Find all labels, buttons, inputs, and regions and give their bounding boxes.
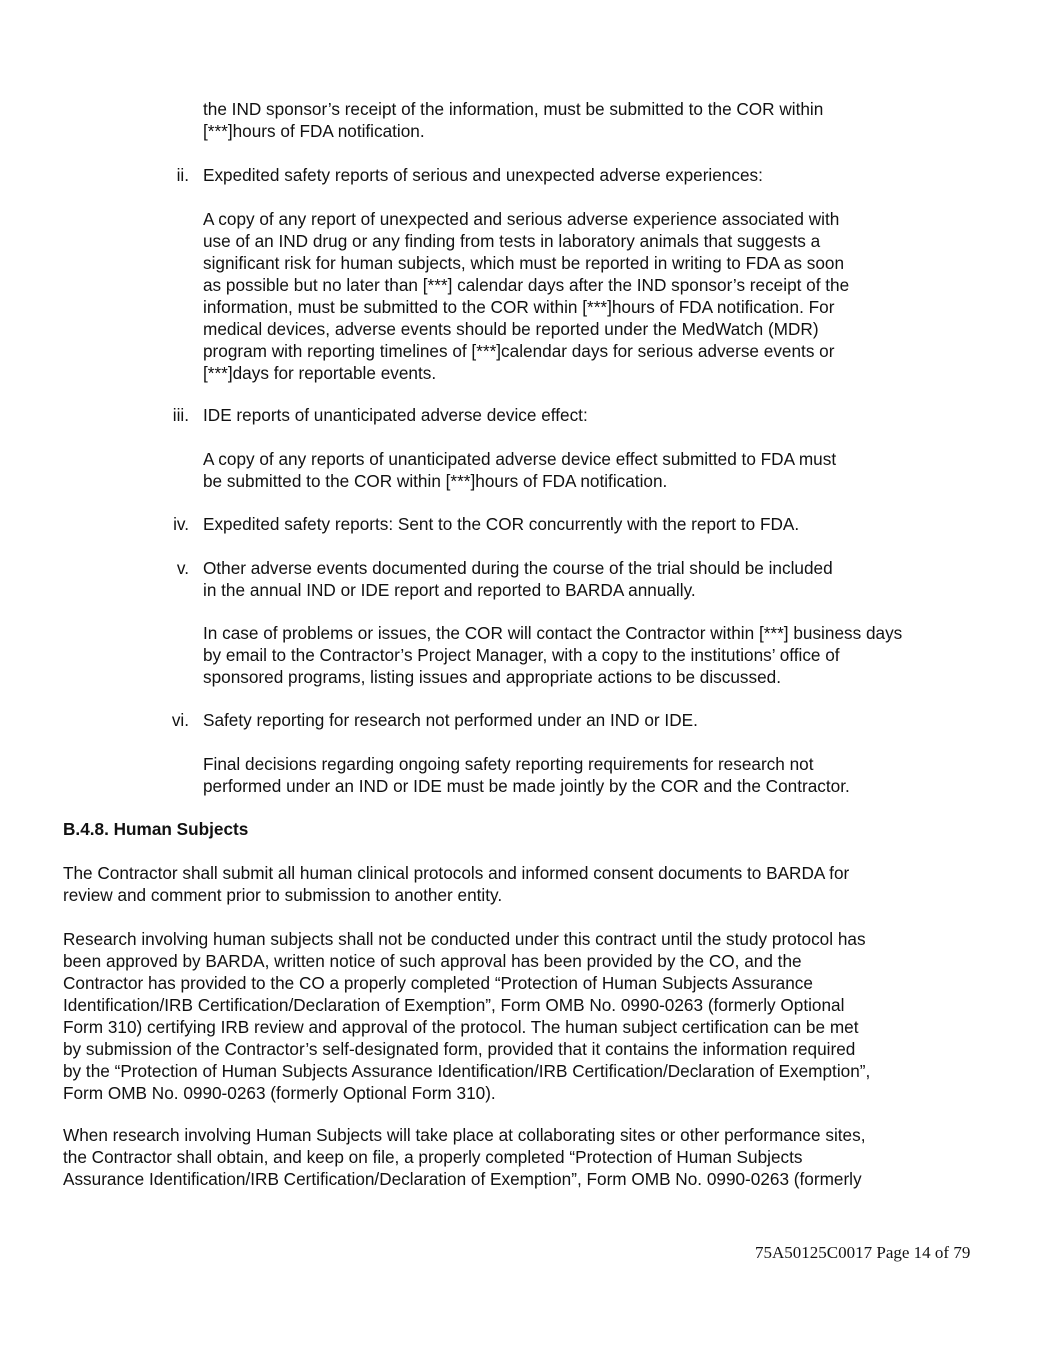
list-item-title (203, 404, 588, 426)
text-line: Contractor has provided to the CO a properly completed “Protection of Human Subjects Assurance (63, 973, 813, 993)
list-numeral: iv. (173, 514, 189, 534)
list-item-title (203, 557, 833, 601)
text-line: use of an IND drug or any finding from tests in laboratory animals that suggests a (203, 231, 821, 251)
text-line: as possible but no later than [***] calendar days after the IND sponsor’s receipt of the (203, 275, 850, 295)
text-line: Expedited safety reports of serious and unexpected adverse experiences: (203, 165, 763, 185)
text-line: by submission of the Contractor’s self-designated form, provided that it contains the information required (63, 1039, 856, 1059)
text-line: A copy of any report of unexpected and serious adverse experience associated with (203, 209, 840, 229)
text-line: sponsored programs, listing issues and appropriate actions to be discussed. (203, 667, 782, 687)
list-item-paragraph (203, 622, 902, 688)
text-line: performed under an IND or IDE must be made jointly by the COR and the Contractor. (203, 776, 850, 796)
list-item-paragraph (203, 448, 836, 492)
text-line: Safety reporting for research not performed under an IND or IDE. (203, 710, 698, 730)
text-line: In case of problems or issues, the COR will contact the Contractor within [***] business days (203, 623, 903, 643)
continuation-paragraph (203, 98, 823, 142)
text-line: The Contractor shall submit all human clinical protocols and informed consent documents to BARDA for (63, 863, 850, 883)
text-line: [***]hours of FDA notification. (203, 121, 425, 141)
text-line: A copy of any reports of unanticipated adverse device effect submitted to FDA must (203, 449, 837, 469)
text-line: significant risk for human subjects, which must be reported in writing to FDA as soon (203, 253, 844, 273)
list-numeral: v. (176, 558, 189, 578)
list-item-title (203, 709, 698, 731)
text-line: by email to the Contractor’s Project Manager, with a copy to the institutions’ office of (203, 645, 840, 665)
text-line: Research involving human subjects shall not be conducted under this contract until the study protocol has (63, 929, 866, 949)
text-line: be submitted to the COR within [***]hours of FDA notification. (203, 471, 668, 491)
list-item-paragraph (203, 208, 849, 384)
section-paragraph (63, 862, 849, 906)
list-item-title (203, 513, 799, 535)
text-line: Final decisions regarding ongoing safety reporting requirements for research not (203, 754, 814, 774)
text-line: [***]days for reportable events. (203, 363, 437, 383)
text-line: the IND sponsor’s receipt of the information, must be submitted to the COR within (203, 99, 824, 119)
page-footer: 75A50125C0017 Page 14 of 79 (755, 1243, 971, 1262)
text-line: been approved by BARDA, written notice of such approval has been provided by the CO, and the (63, 951, 802, 971)
text-line: Expedited safety reports: Sent to the COR concurrently with the report to FDA. (203, 514, 800, 534)
text-line: Form 310) certifying IRB review and approval of the protocol. The human subject certification can be met (63, 1017, 859, 1037)
list-numeral: vi. (171, 710, 189, 730)
text-line: program with reporting timelines of [***]calendar days for serious adverse events or (203, 341, 835, 361)
text-line: Form OMB No. 0990-0263 (formerly Optional Form 310). (63, 1083, 496, 1103)
text-line: the Contractor shall obtain, and keep on file, a properly completed “Protection of Human Subjects (63, 1147, 803, 1167)
text-line: Identification/IRB Certification/Declaration of Exemption”, Form OMB No. 0990-0263 (formerly Optional (63, 995, 845, 1015)
text-line: medical devices, adverse events should be reported under the MedWatch (MDR) (203, 319, 819, 339)
text-line: by the “Protection of Human Subjects Assurance Identification/IRB Certification/Declaration of Exemption”, (63, 1061, 871, 1081)
section-paragraph (63, 1124, 865, 1190)
text-line: in the annual IND or IDE report and reported to BARDA annually. (203, 580, 696, 600)
text-line: When research involving Human Subjects will take place at collaborating sites or other performance sites, (63, 1125, 866, 1145)
text-line: IDE reports of unanticipated adverse device effect: (203, 405, 588, 425)
text-line: review and comment prior to submission to another entity. (63, 885, 503, 905)
list-numeral: ii. (176, 165, 189, 185)
section-paragraph (63, 928, 870, 1104)
list-item-paragraph (203, 753, 850, 797)
list-numeral: iii. (172, 405, 189, 425)
text-line: information, must be submitted to the COR within [***]hours of FDA notification. For (203, 297, 835, 317)
section-heading: B.4.8. Human Subjects (63, 819, 249, 839)
text-line: Assurance Identification/IRB Certification/Declaration of Exemption”, Form OMB No. 0990-0263 (formerly (63, 1169, 862, 1189)
text-line: Other adverse events documented during the course of the trial should be included (203, 558, 833, 578)
list-item-title (203, 164, 763, 186)
